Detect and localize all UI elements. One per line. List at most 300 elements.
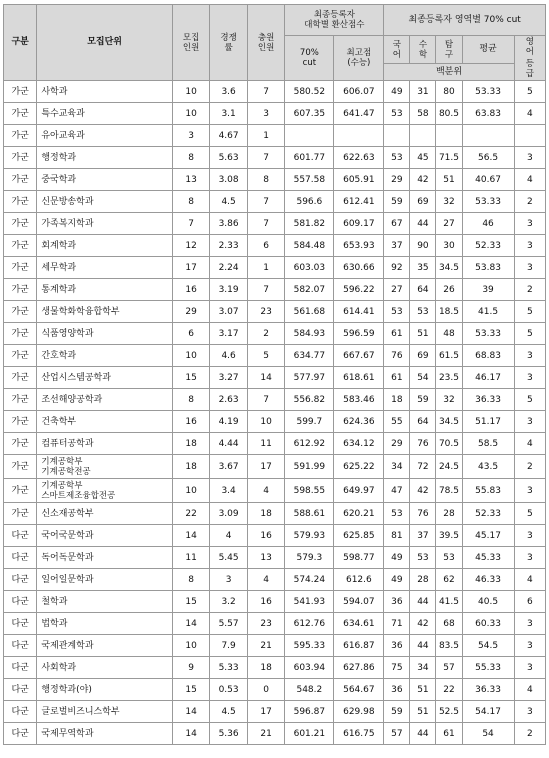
cell-cut70: 588.61 [285,503,334,525]
table-row [4,679,546,701]
table-row [4,257,546,279]
cell-korean: 61 [384,367,410,389]
cell-additional: 7 [247,213,285,235]
cell-math: 44 [410,723,436,745]
table-row [4,525,546,547]
unit-name-line: 일어일문학과 [41,574,94,585]
cell-competition: 5.45 [210,547,248,569]
cell-max-score: 634.12 [334,433,384,455]
cell-max-score: 641.47 [334,103,384,125]
cell-unit [37,525,172,547]
cell-english: 3 [514,367,545,389]
cell-unit [37,81,172,103]
cell-math: 51 [410,323,436,345]
cell-unit [37,125,172,147]
cell-group: 다군 [4,635,37,657]
cell-math: 28 [410,569,436,591]
cell-math: 42 [410,169,436,191]
cell-inquiry: 48 [436,323,462,345]
cell-max-score [334,125,384,147]
cell-english: 5 [514,81,545,103]
cell-quota: 14 [172,613,210,635]
cell-cut70: 596.6 [285,191,334,213]
cell-math: 44 [410,213,436,235]
cell-korean: 18 [384,389,410,411]
cell-inquiry: 18.5 [436,301,462,323]
cell-competition: 3.09 [210,503,248,525]
cell-competition: 0.53 [210,679,248,701]
cell-english: 2 [514,191,545,213]
table-row [4,613,546,635]
cell-max-score: 622.63 [334,147,384,169]
table-row [4,389,546,411]
unit-name-line: 신문방송학과 [41,196,94,207]
cell-math: 44 [410,635,436,657]
cell-inquiry: 80 [436,81,462,103]
cell-math: 51 [410,679,436,701]
cell-quota: 16 [172,411,210,433]
cell-english: 3 [514,701,545,723]
cell-avg: 39 [462,279,514,301]
cell-korean: 59 [384,701,410,723]
cell-english: 3 [514,257,545,279]
cell-unit [37,591,172,613]
cell-avg: 55.83 [462,479,514,503]
unit-name-line: 철학과 [41,596,68,607]
cell-unit [37,479,172,503]
table-row [4,455,546,479]
header-avg: 평균 [462,36,514,64]
cell-unit [37,701,172,723]
cell-english: 4 [514,679,545,701]
cell-competition: 3.86 [210,213,248,235]
cell-unit [37,103,172,125]
cell-math: 35 [410,257,436,279]
header-percentile: 백분위 [384,64,514,81]
cell-english: 4 [514,169,545,191]
cell-inquiry: 28 [436,503,462,525]
unit-name-line: 회계학과 [41,240,77,251]
cell-group: 가군 [4,455,37,479]
cell-avg: 53.33 [462,81,514,103]
table-row [4,125,546,147]
unit-name-line: 독어독문학과 [41,552,94,563]
cell-cut70: 541.93 [285,591,334,613]
cell-korean: 37 [384,235,410,257]
cell-math: 37 [410,525,436,547]
cell-additional: 18 [247,657,285,679]
cell-korean: 49 [384,569,410,591]
unit-name-line: 행정학과(야) [41,684,92,695]
cell-cut70: 603.03 [285,257,334,279]
cell-inquiry: 61.5 [436,345,462,367]
unit-name-line: 행정학과 [41,152,77,163]
cell-unit [37,679,172,701]
table-row [4,279,546,301]
cell-group: 가군 [4,411,37,433]
cell-avg: 53.83 [462,257,514,279]
cell-cut70: 591.99 [285,455,334,479]
cell-quota: 10 [172,479,210,503]
cell-math: 76 [410,433,436,455]
cell-korean: 81 [384,525,410,547]
cell-max-score: 612.6 [334,569,384,591]
unit-name-line: 간호학과 [41,350,77,361]
cell-quota: 6 [172,323,210,345]
table-row [4,657,546,679]
unit-name-line: 가족복지학과 [41,218,94,229]
cell-math: 42 [410,613,436,635]
cell-competition: 3.27 [210,367,248,389]
unit-name-line: 신소재공학부 [41,508,94,519]
cell-group: 가군 [4,279,37,301]
cell-korean: 36 [384,591,410,613]
header-inquiry-text: 탐 구 [444,39,454,60]
cell-english: 5 [514,389,545,411]
cell-inquiry: 53 [436,547,462,569]
cell-avg: 52.33 [462,235,514,257]
table-row [4,103,546,125]
cell-group: 다군 [4,679,37,701]
table-header [4,5,546,81]
table-row [4,723,546,745]
cell-max-score: 606.07 [334,81,384,103]
cell-english: 2 [514,723,545,745]
cell-group: 가군 [4,301,37,323]
unit-name-line: 사회학과 [41,662,77,673]
cell-quota: 7 [172,213,210,235]
cell-unit [37,503,172,525]
cell-competition: 3.67 [210,455,248,479]
unit-name-line: 스마트제조융합전공 [41,490,116,501]
cell-avg: 46.17 [462,367,514,389]
header-cut70-text: 70% cut [299,48,319,68]
cell-additional: 13 [247,547,285,569]
cell-korean: 59 [384,191,410,213]
cell-korean: 92 [384,257,410,279]
cell-cut70: 599.7 [285,411,334,433]
cell-competition: 2.63 [210,389,248,411]
cell-english: 4 [514,103,545,125]
cell-inquiry [436,125,462,147]
cell-max-score: 609.17 [334,213,384,235]
cell-avg: 54 [462,723,514,745]
cell-competition: 4.5 [210,701,248,723]
table-row [4,479,546,503]
cell-cut70: 557.58 [285,169,334,191]
cell-max-score: 630.66 [334,257,384,279]
cell-competition: 7.9 [210,635,248,657]
header-korean-text: 국 어 [392,39,401,60]
table-row [4,367,546,389]
header-korean [384,36,410,64]
cell-unit [37,323,172,345]
cell-unit [37,169,172,191]
header-english-grade: 등 급 [525,59,534,79]
cell-inquiry: 52.5 [436,701,462,723]
table-row [4,345,546,367]
table-row [4,503,546,525]
table-row [4,433,546,455]
unit-name-line: 식품영양학과 [41,328,94,339]
cell-avg: 36.33 [462,389,514,411]
cell-quota: 15 [172,367,210,389]
cell-additional: 3 [247,103,285,125]
cell-max-score: 629.98 [334,701,384,723]
cell-additional: 14 [247,367,285,389]
cell-additional: 7 [247,191,285,213]
cell-group: 가군 [4,345,37,367]
cell-quota: 13 [172,169,210,191]
cell-max-score: 625.22 [334,455,384,479]
header-min-score [334,36,384,81]
cell-avg: 56.5 [462,147,514,169]
cell-inquiry: 78.5 [436,479,462,503]
cell-avg: 55.33 [462,657,514,679]
cell-unit [37,455,172,479]
cell-group: 가군 [4,213,37,235]
cell-quota: 10 [172,345,210,367]
cell-competition: 4.67 [210,125,248,147]
cell-avg: 68.83 [462,345,514,367]
cell-korean: 75 [384,657,410,679]
cell-quota: 18 [172,433,210,455]
cell-korean: 57 [384,723,410,745]
cell-group: 다군 [4,657,37,679]
cell-additional: 21 [247,635,285,657]
cell-inquiry: 61 [436,723,462,745]
cell-quota: 16 [172,279,210,301]
cell-unit [37,411,172,433]
table-row [4,235,546,257]
cell-competition: 5.57 [210,613,248,635]
cell-inquiry: 22 [436,679,462,701]
cell-math: 51 [410,701,436,723]
cell-english: 3 [514,657,545,679]
cell-additional: 2 [247,323,285,345]
cell-math: 69 [410,191,436,213]
cell-additional: 5 [247,345,285,367]
cell-math: 76 [410,503,436,525]
unit-name-line: 기계공학전공 [41,466,91,477]
cell-max-score: 653.93 [334,235,384,257]
table-row [4,213,546,235]
cell-additional: 8 [247,169,285,191]
header-quota-text: 모집 인원 [182,32,200,53]
header-competition-text: 경쟁 률 [220,32,237,53]
cell-korean: 29 [384,169,410,191]
cell-additional: 7 [247,279,285,301]
header-english [514,36,545,81]
cell-avg: 43.5 [462,455,514,479]
cell-math: 53 [410,547,436,569]
unit-name-line: 중국학과 [41,174,77,185]
table-row [4,591,546,613]
cell-english: 5 [514,301,545,323]
cell-competition: 3 [210,569,248,591]
cell-inquiry: 51 [436,169,462,191]
table-row [4,547,546,569]
header-final-conv [285,5,384,36]
cell-inquiry: 30 [436,235,462,257]
cell-avg: 53.33 [462,191,514,213]
header-inquiry [436,36,462,64]
header-min-score-text: 최고점 (수능) [346,48,372,68]
cell-unit [37,547,172,569]
cell-group: 가군 [4,257,37,279]
header-competition [210,5,248,81]
cell-unit [37,389,172,411]
cell-korean: 36 [384,635,410,657]
unit-name-line: 국어국문학과 [41,530,94,541]
cell-korean: 61 [384,323,410,345]
cell-cut70: 579.3 [285,547,334,569]
cell-max-score: 598.77 [334,547,384,569]
unit-name-line: 건축학부 [41,416,77,427]
cell-max-score: 583.46 [334,389,384,411]
cell-inquiry: 70.5 [436,433,462,455]
unit-name-line: 국제관계학과 [41,640,94,651]
cell-unit [37,657,172,679]
cell-inquiry: 71.5 [436,147,462,169]
cell-quota: 8 [172,389,210,411]
cell-math: 31 [410,81,436,103]
cell-cut70: 584.48 [285,235,334,257]
cell-cut70: 612.92 [285,433,334,455]
cell-inquiry: 41.5 [436,591,462,613]
cell-math: 45 [410,147,436,169]
cell-math: 72 [410,455,436,479]
cell-math: 64 [410,279,436,301]
cell-math: 34 [410,657,436,679]
cell-additional: 11 [247,433,285,455]
cell-additional: 18 [247,503,285,525]
header-cut70 [285,36,334,81]
cell-additional: 16 [247,591,285,613]
cell-max-score: 649.97 [334,479,384,503]
cell-competition: 3.6 [210,81,248,103]
table-row [4,323,546,345]
cell-avg [462,125,514,147]
cell-english: 4 [514,569,545,591]
cell-inquiry: 68 [436,613,462,635]
cell-quota: 8 [172,191,210,213]
cell-english: 5 [514,323,545,345]
cell-group: 가군 [4,389,37,411]
cell-group: 가군 [4,169,37,191]
cell-max-score: 627.86 [334,657,384,679]
cell-competition: 4.19 [210,411,248,433]
cell-max-score: 596.59 [334,323,384,345]
cell-group: 가군 [4,191,37,213]
cell-english: 2 [514,279,545,301]
unit-name-line: 기계공학부 [41,480,83,491]
cell-english: 5 [514,503,545,525]
header-quota [172,5,210,81]
cell-korean: 36 [384,679,410,701]
cell-additional: 17 [247,701,285,723]
cell-unit [37,279,172,301]
cell-max-score: 614.41 [334,301,384,323]
cell-english: 3 [514,411,545,433]
cell-additional: 6 [247,235,285,257]
cell-cut70: 595.33 [285,635,334,657]
cell-avg: 53.33 [462,323,514,345]
unit-name-line: 기계공학부 [41,456,83,467]
cell-quota: 10 [172,103,210,125]
cell-competition: 3.17 [210,323,248,345]
cell-math: 54 [410,367,436,389]
cell-competition: 4.44 [210,433,248,455]
cell-english: 3 [514,479,545,503]
cell-korean: 67 [384,213,410,235]
cell-group: 가군 [4,235,37,257]
cell-competition: 2.33 [210,235,248,257]
cell-english: 3 [514,525,545,547]
cell-inquiry: 62 [436,569,462,591]
cell-unit [37,147,172,169]
cell-korean: 53 [384,103,410,125]
cell-quota: 8 [172,147,210,169]
cell-additional: 23 [247,301,285,323]
cell-additional: 21 [247,723,285,745]
cell-math: 53 [410,301,436,323]
cell-quota: 12 [172,235,210,257]
table-row [4,411,546,433]
unit-name-line: 통계학과 [41,284,77,295]
cell-competition: 5.33 [210,657,248,679]
cell-max-score: 564.67 [334,679,384,701]
cell-avg: 51.17 [462,411,514,433]
cell-inquiry: 32 [436,389,462,411]
cell-competition: 3.19 [210,279,248,301]
cell-unit [37,345,172,367]
cell-quota: 10 [172,635,210,657]
cell-korean: 53 [384,503,410,525]
cell-additional: 4 [247,479,285,503]
table-row [4,569,546,591]
cell-quota: 3 [172,125,210,147]
cell-math: 44 [410,591,436,613]
cell-quota: 22 [172,503,210,525]
cell-cut70: 584.93 [285,323,334,345]
cell-cut70: 607.35 [285,103,334,125]
unit-name-line: 특수교육과 [41,108,85,119]
table-row [4,191,546,213]
cell-avg: 45.33 [462,547,514,569]
cell-quota: 15 [172,679,210,701]
cell-cut70: 581.82 [285,213,334,235]
cell-korean: 49 [384,547,410,569]
cell-avg: 54.17 [462,701,514,723]
cell-additional: 23 [247,613,285,635]
cell-competition: 5.63 [210,147,248,169]
unit-name-line: 조선해양공학과 [41,394,103,405]
cell-max-score: 596.22 [334,279,384,301]
cell-group: 가군 [4,479,37,503]
cell-cut70: 556.82 [285,389,334,411]
cell-avg: 63.83 [462,103,514,125]
cell-korean: 27 [384,279,410,301]
cell-group: 다군 [4,723,37,745]
cell-additional: 7 [247,147,285,169]
cell-group: 다군 [4,547,37,569]
cell-quota: 14 [172,525,210,547]
unit-name-line: 컴퓨터공학과 [41,438,94,449]
cell-cut70: 596.87 [285,701,334,723]
cell-max-score: 620.21 [334,503,384,525]
cell-group: 다군 [4,613,37,635]
